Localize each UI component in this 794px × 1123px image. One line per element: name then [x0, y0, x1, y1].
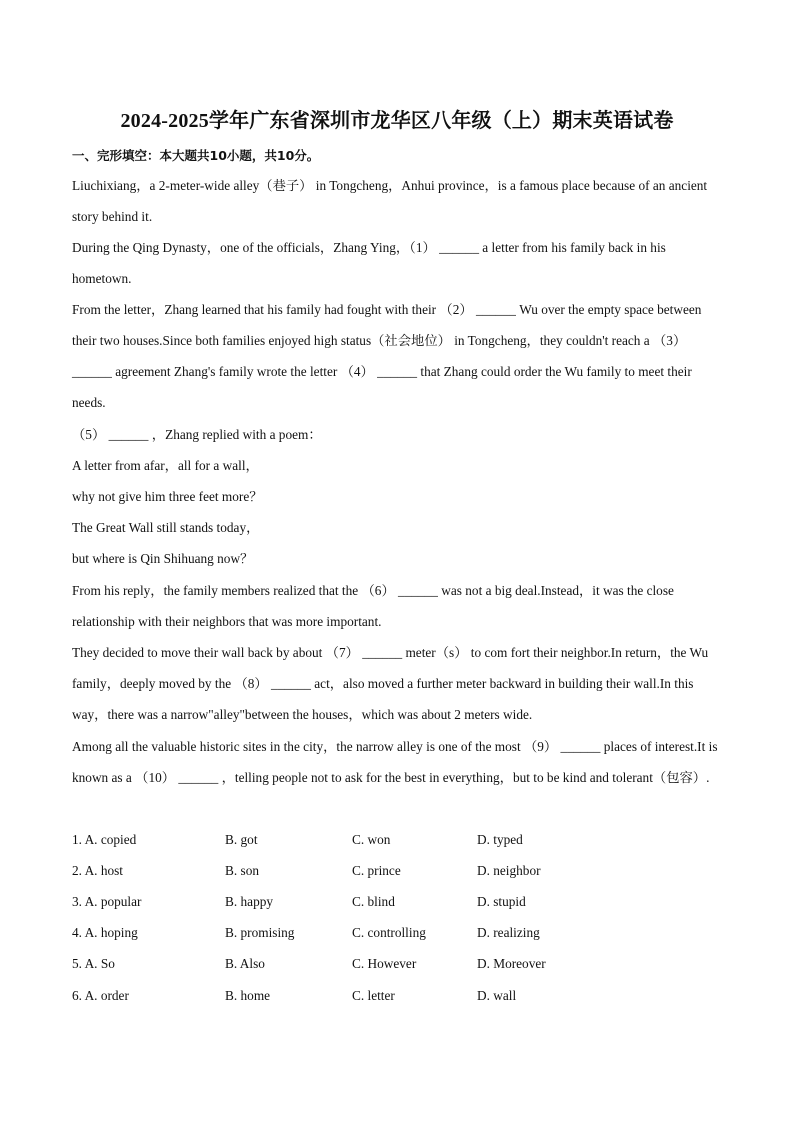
option-3-d[interactable]: D. stupid — [477, 894, 526, 909]
question-6-options — [72, 988, 724, 1008]
option-2-a[interactable]: 2. A. host — [72, 863, 123, 878]
option-6-b[interactable]: B. home — [225, 988, 271, 1003]
option-5-a[interactable]: 5. A. So — [72, 956, 115, 971]
option-1-a[interactable]: 1. A. copied — [72, 832, 137, 847]
option-4-b[interactable]: B. promising — [225, 925, 295, 940]
poem-line-3: The Great Wall still stands today， — [72, 520, 260, 535]
option-2-c[interactable]: C. prince — [352, 863, 401, 878]
option-4-c[interactable]: C. controlling — [352, 925, 426, 940]
exam-title: 2024-2025学年广东省深圳市龙华区八年级（上）期末英语试卷 — [120, 110, 674, 132]
option-5-c[interactable]: C. However — [352, 956, 417, 971]
passage-paragraph-5: From his reply，the family members realized that the （6） ______ was not a big deal.Instead，it was the close relationship with their neighbors that was more important. — [72, 583, 674, 629]
option-4-a[interactable]: 4. A. hoping — [72, 925, 138, 940]
question-2-options — [72, 863, 724, 883]
option-6-a[interactable]: 6. A. order — [72, 988, 129, 1003]
passage-paragraph-3: From the letter，Zhang learned that his family had fought with their （2） ______ Wu over the empty space between their two houses.Since both families enjoyed high status（社会地位） in Tongcheng，they couldn't reach a （3） ______ agreement Zhang's family wrote the letter （4） ______ that Zhang could order the Wu family to meet their needs. — [72, 302, 702, 410]
passage-paragraph-2: During the Qing Dynasty，one of the officials，Zhang Ying，（1） ______ a letter from his family back in his hometown. — [72, 240, 666, 286]
question-4-options — [72, 925, 724, 945]
option-4-d[interactable]: D. realizing — [477, 925, 540, 940]
option-2-b[interactable]: B. son — [225, 863, 259, 878]
question-5-options — [72, 956, 724, 976]
option-1-c[interactable]: C. won — [352, 832, 391, 847]
option-6-d[interactable]: D. wall — [477, 988, 517, 1003]
section-heading: 一、完形填空：本大题共10小题，共10分。 — [72, 148, 320, 163]
option-3-a[interactable]: 3. A. popular — [72, 894, 142, 909]
option-1-d[interactable]: D. typed — [477, 832, 523, 847]
passage-paragraph-1: Liuchixiang，a 2-meter-wide alley（巷子） in Tongcheng，Anhui province，is a famous place because of an ancient story behind it. — [72, 178, 708, 224]
passage-paragraph-7: Among all the valuable historic sites in the city，the narrow alley is one of the most （9） ______ places of interest.It is known as a （10） ______ ，telling people not to ask for the best in everything，but to be kind and tolerant（包容）. — [72, 739, 718, 785]
option-5-d[interactable]: D. Moreover — [477, 956, 546, 971]
option-1-b[interactable]: B. got — [225, 832, 258, 847]
option-6-c[interactable]: C. letter — [352, 988, 395, 1003]
passage-paragraph-6: They decided to move their wall back by about （7） ______ meter（s） to com fort their neighbor.In return，the Wu family，deeply moved by the （8） ______ act，also moved a further meter backward in building their wall.In this way，there was a narrow"alley"between the houses，which was about 2 meters wide. — [72, 645, 709, 722]
poem-line-2: why not give him three feet more？ — [72, 489, 263, 504]
question-1-options — [72, 832, 724, 852]
option-3-c[interactable]: C. blind — [352, 894, 395, 909]
question-3-options — [72, 894, 724, 914]
option-5-b[interactable]: B. Also — [225, 956, 265, 971]
option-3-b[interactable]: B. happy — [225, 894, 274, 909]
option-2-d[interactable]: D. neighbor — [477, 863, 541, 878]
poem-line-1: A letter from afar，all for a wall， — [72, 458, 259, 473]
passage-paragraph-4: （5） ______ ，Zhang replied with a poem： — [72, 427, 322, 442]
poem-line-4: but where is Qin Shihuang now？ — [72, 551, 254, 566]
